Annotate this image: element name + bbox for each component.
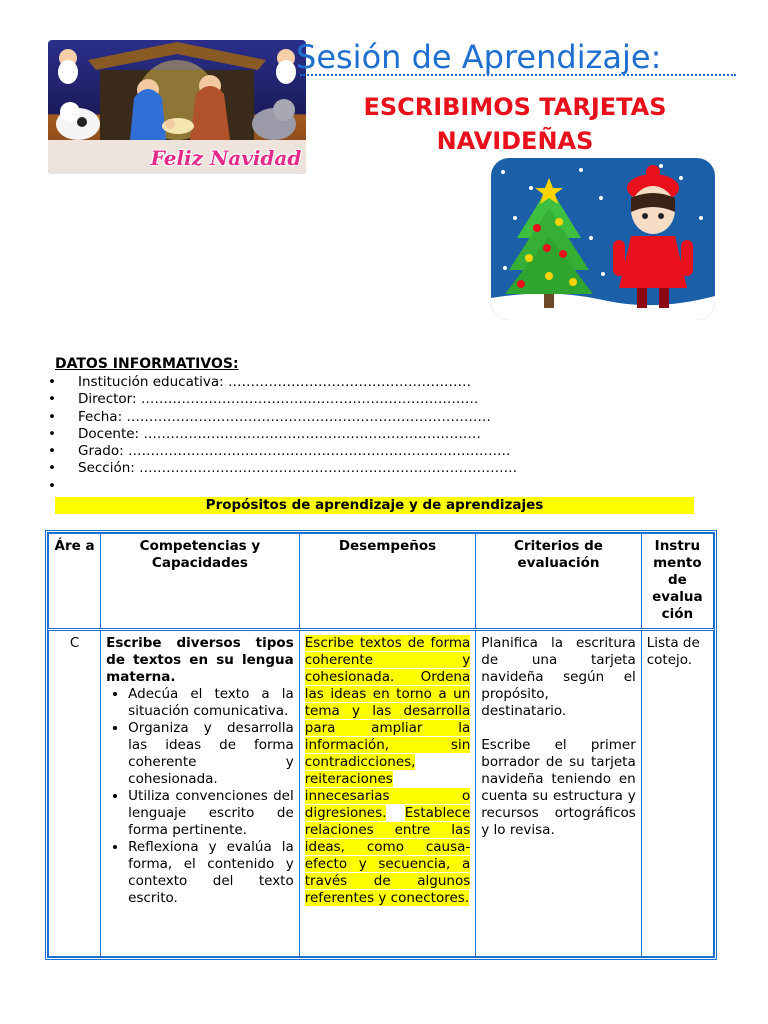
- cell-instrumento: Lista de cotejo.: [641, 630, 713, 957]
- session-subtitle: [320, 90, 710, 158]
- desempeno-text-1: Escribe textos de forma coherente y cohesionada. Ordena las ideas en torno a un tema y las desarrolla para ampliar la información, sin contradicciones, reiteraciones innecesarias o digresiones.: [304, 635, 471, 821]
- learning-table: [45, 530, 717, 960]
- desempeno-text-2: Establece relaciones entre las ideas, como causa-efecto y secuencia, a través de algunos referentes y conectores.: [304, 805, 471, 906]
- competencia-title: Escribe diversos tipos de textos en su lengua materna.: [106, 635, 294, 685]
- nativity-image: [48, 40, 306, 174]
- table-row: [49, 630, 714, 957]
- capacidad-item: • Reflexiona y evalúa la forma, el contenido y contexto del texto escrito.: [128, 839, 294, 907]
- nativity-caption: Feliz Navidad: [150, 146, 302, 170]
- datos-item-fecha: • Fecha: ………………………………………………………………………: [48, 409, 517, 426]
- capacidad-item: • Organiza y desarrolla las ideas de forma coherente y cohesionada.: [128, 720, 294, 788]
- table-header-row: [49, 534, 714, 630]
- header-area: Áre a: [49, 534, 101, 630]
- propositos-banner: Propósitos de aprendizaje y de aprendizajes: [55, 497, 694, 514]
- header-competencias: Competencias y Capacidades: [101, 534, 300, 630]
- datos-item-empty: [48, 478, 517, 495]
- cell-competencias: [101, 630, 300, 957]
- datos-item-grado: • Grado: ………………………………………………………………………….: [48, 443, 517, 460]
- header-desempenos: Desempeños: [299, 534, 476, 630]
- header-instrumento: Instru mento de evalua ción: [641, 534, 713, 630]
- criterio-text-2: Escribe el primer borrador de su tarjeta navideña teniendo en cuenta su estructura y recursos ortográficos y lo revisa.: [481, 737, 636, 838]
- criterio-text-1: Planifica la escritura de una tarjeta navideña según el propósito, destinatario.: [481, 635, 636, 719]
- datos-informativos-list: [48, 374, 517, 495]
- cell-criterios: [476, 630, 641, 957]
- datos-item-institucion: • Institución educativa: ………………………………………………: [48, 374, 517, 391]
- title-underline: [300, 74, 736, 76]
- cell-area: C: [49, 630, 101, 957]
- capacidades-list: [106, 686, 294, 907]
- learning-table-grid: [48, 533, 714, 957]
- winter-girl-tree-image: [491, 158, 715, 320]
- capacidad-item: • Adecúa el texto a la situación comunicativa.: [128, 686, 294, 720]
- page-title: Sesión de Aprendizaje:: [296, 38, 662, 76]
- capacidad-item: • Utiliza convenciones del lenguaje escrito de forma pertinente.: [128, 788, 294, 839]
- cell-desempenos: [299, 630, 476, 957]
- header-criterios: Criterios de evaluación: [476, 534, 641, 630]
- subtitle-line-2: NAVIDEÑAS: [436, 127, 594, 155]
- subtitle-line-1: ESCRIBIMOS TARJETAS: [363, 93, 667, 121]
- datos-informativos-title: DATOS INFORMATIVOS:: [55, 356, 239, 372]
- datos-item-director: • Director: …………………………………………………………………: [48, 391, 517, 408]
- datos-item-docente: • Docente: …………………………………………………………………: [48, 426, 517, 443]
- datos-item-seccion: • Sección: …………………………………………………………………………: [48, 460, 517, 477]
